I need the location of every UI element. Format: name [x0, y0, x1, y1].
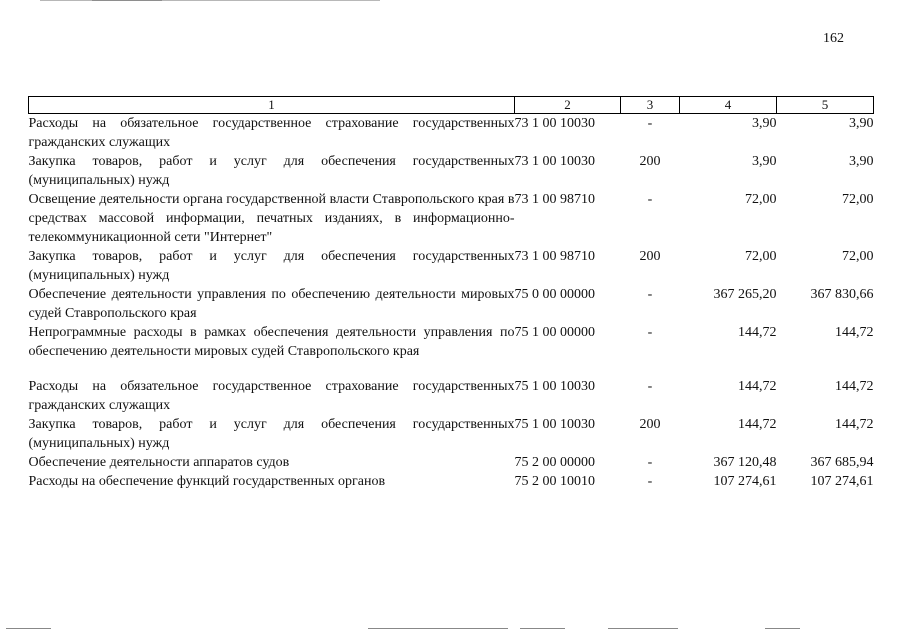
table-header-row	[29, 97, 874, 114]
row-code: 75 2 00 00000	[514, 455, 595, 470]
row-name: Расходы на обеспечение функций государственных органов	[28, 474, 386, 489]
page-number: 162	[823, 31, 844, 46]
row-code: 75 1 00 00000	[514, 325, 595, 340]
row-sum1: 144,72	[738, 417, 777, 432]
row-name: Закупка товаров, работ и услуг для обеспечения государственных (муниципальных) нужд	[28, 417, 515, 451]
budget-table	[28, 96, 874, 491]
row-sum1: 72,00	[745, 192, 777, 207]
row-sum2: 144,72	[835, 325, 874, 340]
row-code: 73 1 00 10030	[514, 154, 595, 169]
row-sum2: 107 274,61	[810, 474, 874, 489]
table-row	[29, 377, 874, 415]
column-header-sum1: 4	[680, 97, 777, 114]
row-name: Освещение деятельности органа государственной власти Ставропольского края в средствах массовой информации, печатных изданиях, в информационно-телекоммуникационной сети "Интернет"	[28, 192, 515, 245]
row-sum1: 107 274,61	[713, 474, 777, 489]
row-type: -	[647, 287, 653, 302]
table-spacer-row	[29, 361, 874, 377]
column-header-type: 3	[621, 97, 680, 114]
row-type: 200	[639, 154, 661, 169]
row-code: 75 2 00 10010	[514, 474, 595, 489]
table-row	[29, 453, 874, 472]
row-sum1: 144,72	[738, 379, 777, 394]
table-row	[29, 323, 874, 361]
column-header-sum2: 5	[777, 97, 874, 114]
row-type: -	[647, 192, 653, 207]
row-name: Расходы на обязательное государственное страхование государственных гражданских служащих	[28, 116, 515, 150]
row-code: 73 1 00 10030	[514, 116, 595, 131]
column-header-name: 1	[29, 97, 515, 114]
row-name: Закупка товаров, работ и услуг для обеспечения государственных (муниципальных) нужд	[28, 154, 515, 188]
row-name: Непрограммные расходы в рамках обеспечения деятельности управления по обеспечению деятельности мировых судей Ставропольского края	[28, 325, 515, 359]
row-name: Обеспечение деятельности аппаратов судов	[28, 455, 290, 470]
row-name: Закупка товаров, работ и услуг для обеспечения государственных (муниципальных) нужд	[28, 249, 515, 283]
table-row	[29, 415, 874, 453]
row-type: -	[647, 116, 653, 131]
row-sum1: 144,72	[738, 325, 777, 340]
row-name: Обеспечение деятельности управления по обеспечению деятельности мировых судей Ставропольского края	[28, 287, 515, 321]
row-sum1: 367 265,20	[713, 287, 777, 302]
row-sum2: 3,90	[849, 116, 874, 131]
row-type: -	[647, 474, 653, 489]
row-sum1: 367 120,48	[713, 455, 777, 470]
row-type: -	[647, 325, 653, 340]
table-row	[29, 190, 874, 247]
row-type: -	[647, 455, 653, 470]
row-sum2: 367 830,66	[810, 287, 874, 302]
row-sum1: 72,00	[745, 249, 777, 264]
row-code: 75 0 00 00000	[514, 287, 595, 302]
row-sum2: 72,00	[842, 192, 874, 207]
table-row	[29, 114, 874, 153]
row-sum2: 144,72	[835, 417, 874, 432]
spacer-cell	[29, 361, 874, 377]
row-sum2: 72,00	[842, 249, 874, 264]
row-code: 73 1 00 98710	[514, 192, 595, 207]
scan-artifact-top	[40, 0, 380, 4]
scan-artifact-bottom	[0, 628, 900, 636]
row-sum1: 3,90	[752, 116, 777, 131]
table-row	[29, 285, 874, 323]
row-sum2: 3,90	[849, 154, 874, 169]
row-name: Расходы на обязательное государственное страхование государственных гражданских служащих	[28, 379, 515, 413]
row-sum2: 144,72	[835, 379, 874, 394]
row-type: 200	[639, 249, 661, 264]
row-code: 75 1 00 10030	[514, 417, 595, 432]
row-code: 75 1 00 10030	[514, 379, 595, 394]
row-type: 200	[639, 417, 661, 432]
table-row	[29, 152, 874, 190]
table-row	[29, 472, 874, 491]
column-header-code: 2	[515, 97, 621, 114]
row-type: -	[647, 379, 653, 394]
row-sum2: 367 685,94	[810, 455, 874, 470]
row-sum1: 3,90	[752, 154, 777, 169]
row-code: 73 1 00 98710	[514, 249, 595, 264]
table-row	[29, 247, 874, 285]
